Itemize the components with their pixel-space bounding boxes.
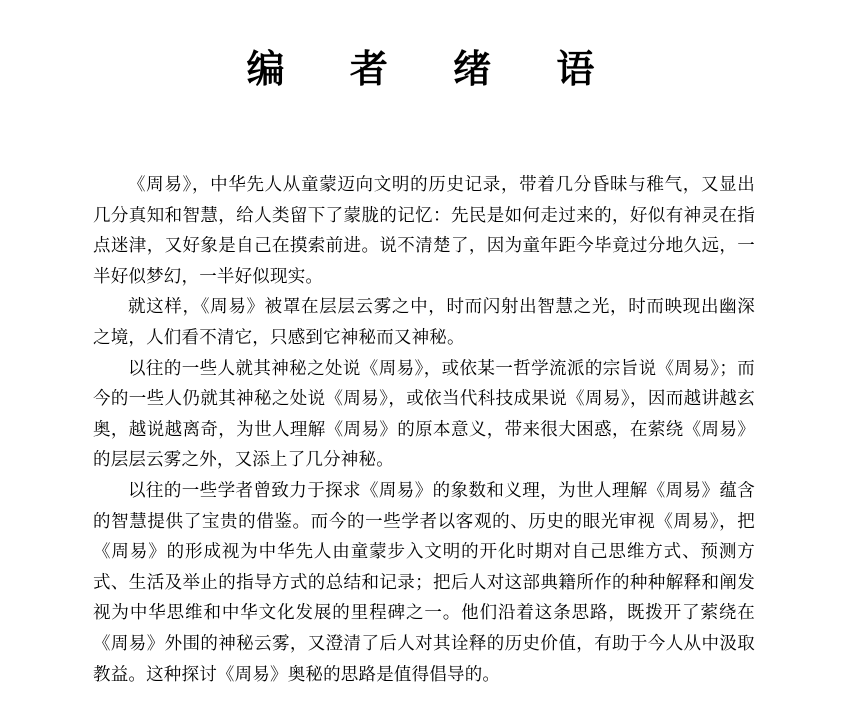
paragraph-3: 以往的一些人就其神秘之处说《周易》，或依某一哲学流派的宗旨说《周易》；而今的一些人仍就其神秘之处说《周易》，或依当代科技成果说《周易》，因而越讲越玄奥，越说越离奇，为世人理解《周易》的原本意义，带来很大困惑，在萦绕《周易》的层层云雾之外，又添上了几分神秘。 bbox=[93, 358, 755, 471]
paragraph-2: 就这样，《周易》被罩在层层云雾之中，时而闪射出智慧之光，时而映现出幽深之境，人们看不清它，只感到它神秘而又神秘。 bbox=[93, 297, 755, 348]
paragraph-1: 《周易》，中华先人从童蒙迈向文明的历史记录，带着几分昏昧与稚气，又显出几分真知和智慧，给人类留下了蒙胧的记忆：先民是如何走过来的，好似有神灵在指点迷津，又好象是自己在摸索前进。说不清楚了，因为童年距今毕竟过分地久远，一半好似梦幻，一半好似现实。 bbox=[93, 175, 755, 287]
document-body bbox=[93, 170, 755, 690]
page-title: 编 者 绪 语 bbox=[246, 46, 621, 91]
paragraph-4: 以往的一些学者曾致力于探求《周易》的象数和义理，为世人理解《周易》蕴含的智慧提供了宝贵的借鉴。而今的一些学者以客观的、历史的眼光审视《周易》，把《周易》的形成视为中华先人由童蒙步入文明的开化时期对自己思维方式、预测方式、生活及举止的指导方式的总结和记录；把后人对这部典籍所作的种种解释和阐发视为中华思维和中华文化发展的里程碑之一。他们沿着这条思路，既拨开了萦绕在《周易》外围的神秘云雾，又澄清了后人对其诠释的历史价值，有助于今人从中汲取教益。这种探讨《周易》奥秘的思路是值得倡导的。 bbox=[93, 480, 755, 685]
